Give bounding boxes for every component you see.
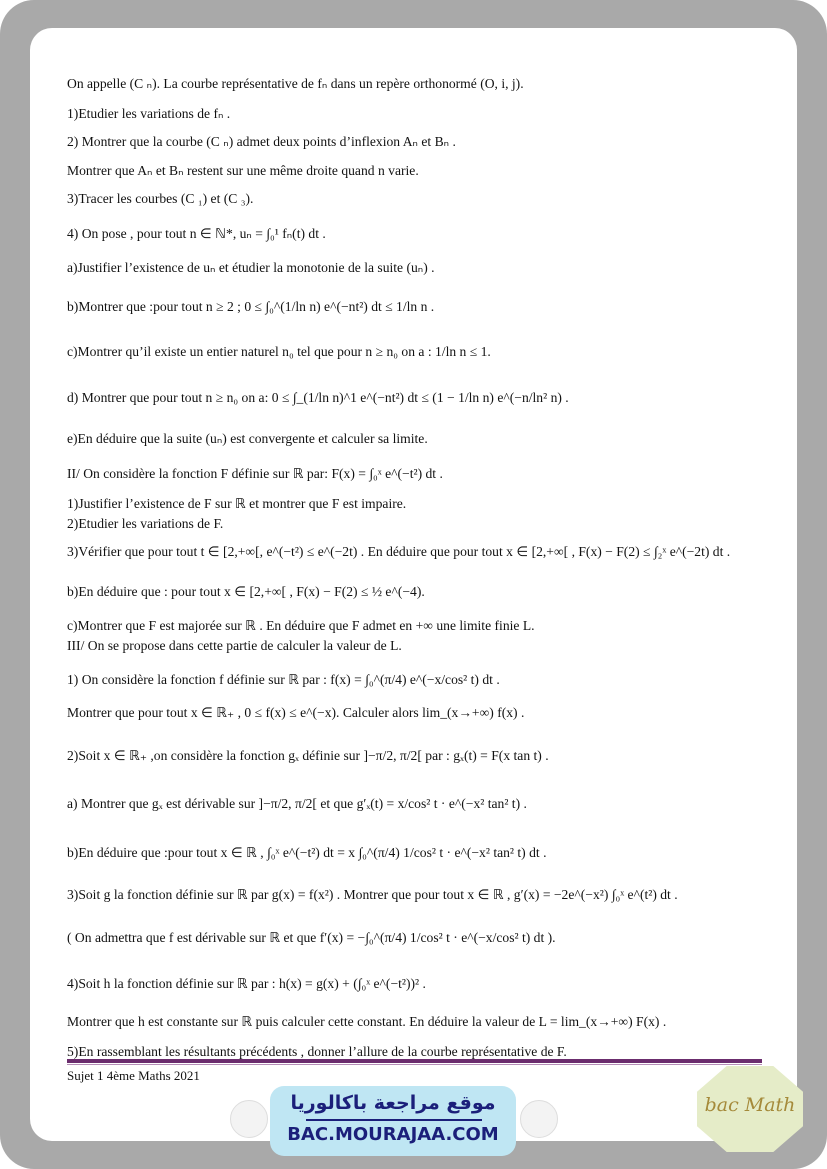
text-line-14: 2)Etudier les variations de F.: [67, 516, 224, 531]
text-line-11: e)En déduire que la suite (uₙ) est convergente et calculer sa limite.: [67, 431, 428, 446]
text-line-15: 3)Vérifier que pour tout t ∈ [2,+∞[, e^(−t²) ≤ e^(−2t) . En déduire que pour tout x ∈ [2,+∞[ , F(x) − F(2) ≤ ∫₂ˣ e^(−2t) dt .: [67, 544, 731, 559]
brand-mark: bac Math: [704, 1094, 796, 1116]
text-line-8: b)Montrer que :pour tout n ≥ 2 ; 0 ≤ ∫₀^(1/ln n) e^(−nt²) dt ≤ 1/ln n .: [67, 299, 435, 314]
text-line-10: d) Montrer que pour tout n ≥ n₀ on a: 0 ≤ ∫_(1/ln n)^1 e^(−nt²) dt ≤ (1 − 1/ln n) e^(−n/ln² n) .: [67, 390, 569, 405]
text-line-26: 4)Soit h la fonction définie sur ℝ par : h(x) = g(x) + (∫₀ˣ e^(−t²))² .: [67, 976, 426, 991]
text-line-2: 1)Etudier les variations de fₙ .: [67, 106, 231, 121]
text-line-9: c)Montrer qu’il existe un entier naturel n₀ tel que pour n ≥ n₀ on a : 1/ln n ≤ 1.: [67, 344, 491, 359]
text-line-16: b)En déduire que : pour tout x ∈ [2,+∞[ , F(x) − F(2) ≤ ½ e^(−4).: [67, 584, 425, 599]
text-line-22: a) Montrer que gₓ est dérivable sur ]−π/2, π/2[ et que g′ₓ(t) = x/cos² t · e^(−x² tan² t) .: [67, 796, 527, 811]
text-line-28: 5)En rassemblant les résultants précédents , donner l’allure de la courbe représentative de F.: [67, 1044, 567, 1059]
site-banner[interactable]: [270, 1086, 516, 1156]
text-line-3: 2) Montrer que la courbe (C ₙ) admet deux points d’inflexion Aₙ et Bₙ .: [67, 134, 456, 149]
footer-rule: [67, 1059, 762, 1063]
text-line-6: 4) On pose , pour tout n ∈ ℕ*, uₙ = ∫₀¹ fₙ(t) dt .: [67, 226, 326, 241]
right-book-logo-icon: [520, 1100, 558, 1138]
text-line-4: Montrer que Aₙ et Bₙ restent sur une même droite quand n varie.: [67, 163, 419, 178]
text-line-1: On appelle (C ₙ). La courbe représentative de fₙ dans un repère orthonormé (O, i, j).: [67, 76, 524, 91]
banner-url[interactable]: BAC.MOURAJAA.COM: [287, 1124, 499, 1145]
banner-underline: [306, 1119, 482, 1121]
left-book-logo-icon: [230, 1100, 268, 1138]
text-line-21: 2)Soit x ∈ ℝ₊ ,on considère la fonction gₓ définie sur ]−π/2, π/2[ par : gₓ(t) = F(x tan t) .: [67, 748, 549, 763]
text-line-7: a)Justifier l’existence de uₙ et étudier la monotonie de la suite (uₙ) .: [67, 260, 435, 275]
text-line-27: Montrer que h est constante sur ℝ puis calculer cette constant. En déduire la valeur de L = lim_(x→+∞) F(x) .: [67, 1014, 667, 1029]
page-footer: Sujet 1 4ème Maths 2021: [67, 1068, 200, 1083]
banner-arabic-title: موقع مراجعة باكالوريا: [290, 1092, 496, 1114]
text-line-13: 1)Justifier l’existence de F sur ℝ et montrer que F est impaire.: [67, 496, 407, 511]
text-line-25: ( On admettra que f est dérivable sur ℝ et que f′(x) = −∫₀^(π/4) 1/cos² t · e^(−x/cos² t) dt ).: [67, 930, 556, 945]
footer-rule-thin: [67, 1064, 762, 1065]
text-line-19: 1) On considère la fonction f définie sur ℝ par : f(x) = ∫₀^(π/4) e^(−x/cos² t) dt .: [67, 672, 500, 687]
text-line-12: II/ On considère la fonction F définie sur ℝ par: F(x) = ∫₀ˣ e^(−t²) dt .: [67, 466, 443, 481]
text-line-20: Montrer que pour tout x ∈ ℝ₊ , 0 ≤ f(x) ≤ e^(−x). Calculer alors lim_(x→+∞) f(x) .: [67, 705, 525, 720]
text-line-17: c)Montrer que F est majorée sur ℝ . En déduire que F admet en +∞ une limite finie L.: [67, 618, 535, 633]
text-line-23: b)En déduire que :pour tout x ∈ ℝ , ∫₀ˣ e^(−t²) dt = x ∫₀^(π/4) 1/cos² t · e^(−x² tan² t) dt .: [67, 845, 547, 860]
text-line-24: 3)Soit g la fonction définie sur ℝ par g(x) = f(x²) . Montrer que pour tout x ∈ ℝ , g′(x) = −2e^(−x²) ∫₀ˣ e^(t²) dt .: [67, 887, 678, 902]
text-line-18: III/ On se propose dans cette partie de calculer la valeur de L.: [67, 638, 402, 653]
text-line-5: 3)Tracer les courbes (C ₁) et (C ₃).: [67, 191, 254, 206]
